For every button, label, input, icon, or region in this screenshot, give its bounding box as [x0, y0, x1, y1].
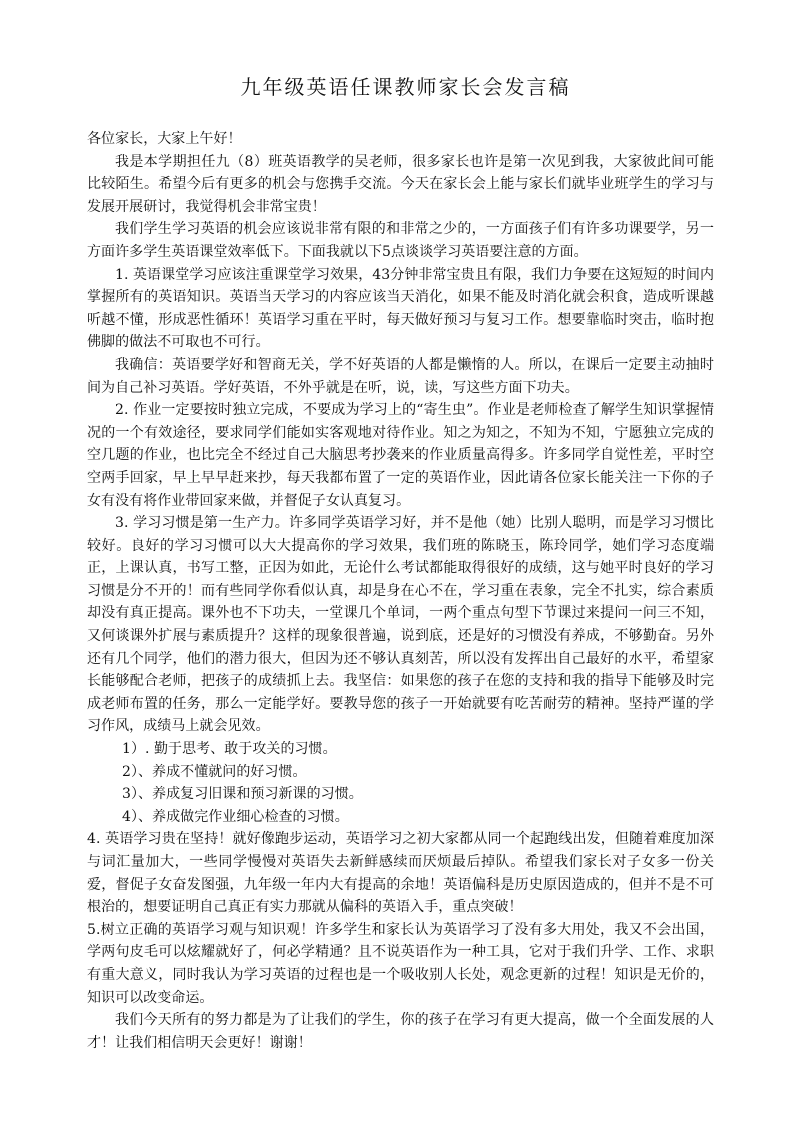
list-item: 3）、养成复习旧课和预习新课的习惯。	[122, 786, 363, 803]
paragraph: 4. 英语学习贵在坚持！就好像跑步运动，英语学习之初大家都从同一个起跑线出发，但随着难度加深与词汇量加大，一些同学慢慢对英语失去新鲜感续而厌烦最后掉队。希望我们家长对子女多一份关爱，督促子女奋发图强，九年级一年内大有提高的余地！英语偏科是历史原因造成的，但并不是不可根治的，想要证明自己真正有实力那就从偏科的英语入手，重点突破！	[87, 831, 714, 916]
paragraph: 3. 学习习惯是第一生产力。许多同学英语学习好，并不是他（她）比别人聪明，而是学习习惯比较好。良好的学习习惯可以大大提高你的学习效果，我们班的陈晓玉，陈玲同学，她们学习态度端正，上课认真，书写工整，正因为如此，无论什么考试都能取得很好的成绩，这与她平时良好的学习习惯是分不开的！而有些同学你看似认真，却是身在心不在，学习重在表象，完全不扎实，综合素质却没有真正提高。课外也不下功夫，一堂课几个单词，一两个重点句型下节课过来提问一问三不知，又何谈课外扩展与素质提升？这样的现象很普遍，说到底，还是好的习惯没有养成，不够勤奋。另外还有几个同学，他们的潜力很大，但因为还不够认真刻苦，所以没有发挥出自己最好的水平，希望家长能够配合老师，把孩子的成绩抓上去。我坚信：如果您的孩子在您的支持和我的指导下能够及时完成老师布置的任务，那么一定能学好。要教导您的孩子一开始就要有吃苦耐劳的精神。坚持严谨的学习作风，成绩马上就会见效。	[87, 515, 714, 735]
list-item: 1）. 勤于思考、敢于攻关的习惯。	[122, 741, 337, 758]
document-title: 九年级英语任课教师家长会发言稿	[240, 75, 571, 99]
paragraph: 我是本学期担任九（8）班英语教学的吴老师，很多家长也许是第一次见到我，大家彼此间可能比较陌生。希望今后有更多的机会与您携手交流。今天在家长会上能与家长们就毕业班学生的学习与发展开展研讨，我觉得机会非常宝贵！	[87, 153, 714, 215]
document-body	[87, 128, 714, 1054]
paragraph: 各位家长，大家上午好！	[87, 131, 242, 147]
list-item: 4）、养成做完作业细心检查的习惯。	[122, 808, 349, 825]
paragraph: 我们今天所有的努力都是为了让我们的学生，你的孩子在学习有更大提高，做一个全面发展的人才！让我们相信明天会更好！谢谢！	[87, 1012, 714, 1051]
paragraph: 5.树立正确的英语学习观与知识观！许多学生和家长认为英语学习了没有多大用处，我又不会出国，学两句皮毛可以炫耀就好了，何必学精通？且不说英语作为一种工具，它对于我们升学、工作、求职有重大意义，同时我认为学习英语的过程也是一个吸收别人长处，观念更新的过程！知识是无价的，知识可以改变命运。	[87, 921, 714, 1006]
paragraph: 1. 英语课堂学习应该注重课堂学习效果，43分钟非常宝贵且有限，我们力争要在这短短的时间内掌握所有的英语知识。英语当天学习的内容应该当天消化，如果不能及时消化就会积食，造成听课越听越不懂，形成恶性循环！英语学习重在平时，每天做好预习与复习工作。想要靠临时突击，临时抱佛脚的做法不可取也不可行。	[87, 266, 714, 351]
paragraph: 2. 作业一定要按时独立完成，不要成为学习上的“寄生虫”。作业是老师检查了解学生知识掌握情况的一个有效途径，要求同学们能如实客观地对待作业。知之为知之，不知为不知，宁愿独立完成的空几题的作业，也比完全不经过自己大脑思考抄袭来的作业质量高得多。许多同学自觉性差，平时空空两手回家，早上早早赶来抄，每天我都布置了一定的英语作业，因此请各位家长能关注一下你的子女有没有将作业带回家来做，并督促子女认真复习。	[87, 402, 714, 509]
list-item: 2）、养成不懂就问的好习惯。	[122, 763, 307, 780]
paragraph: 我确信：英语要学好和智商无关，学不好英语的人都是懒惰的人。所以，在课后一定要主动抽时间为自己补习英语。学好英语，不外乎就是在听，说，读，写这些方面下功夫。	[87, 356, 714, 396]
paragraph: 我们学生学习英语的机会应该说非常有限的和非常之少的，一方面孩子们有许多功课要学，另一方面许多学生英语课堂效率低下。下面我就以下5点谈谈学习英语要注意的方面。	[87, 221, 714, 260]
